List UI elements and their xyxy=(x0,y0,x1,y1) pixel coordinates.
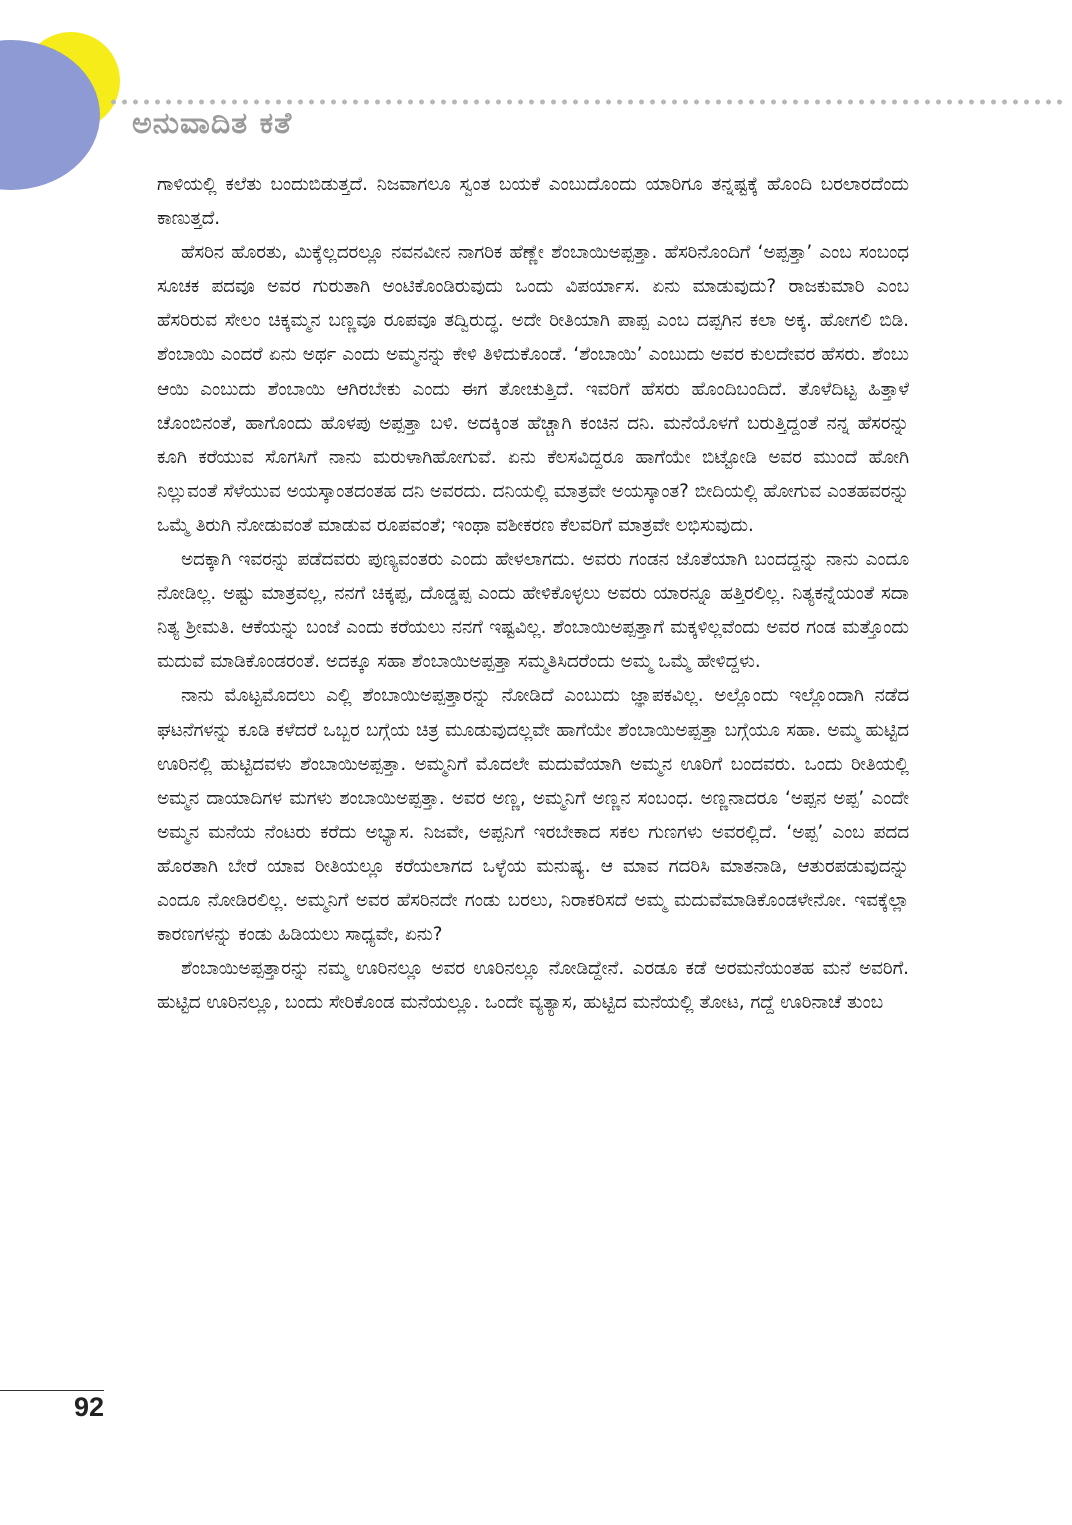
paragraph-3: ಅದಕ್ಕಾಗಿ ಇವರನ್ನು ಪಡೆದವರು ಪುಣ್ಯವಂತರು ಎಂದು ಹೇಳಲಾಗದು. ಅವರು ಗಂಡನ ಜೊತೆಯಾಗಿ ಬಂದದ್ದನ್ನು ನಾನು ಎಂದೂ ನೋಡಿಲ್ಲ. ಅಷ್ಟು ಮಾತ್ರವಲ್ಲ, ನನಗೆ ಚಿಕ್ಕಪ್ಪ, ದೊಡ್ಡಪ್ಪ ಎಂದು ಹೇಳಿಕೊಳ್ಳಲು ಅವರು ಯಾರನ್ನೂ ಹತ್ತಿರಲಿಲ್ಲ. ನಿತ್ಯಕನ್ನೆಯಂತೆ ಸದಾ ನಿತ್ಯ ಶ್ರೀಮತಿ. ಆಕೆಯನ್ನು ಬಂಜೆ ಎಂದು ಕರೆಯಲು ನನಗೆ ಇಷ್ಟವಿಲ್ಲ. ಶೆಂಬಾಯಿಅಪ್ಪತ್ತಾಗೆ ಮಕ್ಕಳಿಲ್ಲವೆಂದು ಅವರ ಗಂಡ ಮತ್ತೊಂದು ಮದುವೆ ಮಾಡಿಕೊಂಡರಂತೆ. ಅದಕ್ಕೂ ಸಹಾ ಶೆಂಬಾಯಿಅಪ್ಪತ್ತಾ ಸಮ್ಮತಿಸಿದರೆಂದು ಅಮ್ಮ ಒಮ್ಮೆ ಹೇಳಿದ್ದಳು. xyxy=(157,549,909,673)
paragraph-4: ನಾನು ಮೊಟ್ಟಮೊದಲು ಎಲ್ಲಿ ಶೆಂಬಾಯಿಅಪ್ಪತ್ತಾರನ್ನು ನೋಡಿದೆ ಎಂಬುದು ಜ್ಞಾಪಕವಿಲ್ಲ. ಅಲ್ಲೊಂದು ಇಲ್ಲೊಂದಾಗಿ ನಡೆದ ಘಟನೆಗಳನ್ನು ಕೂಡಿ ಕಳೆದರೆ ಒಬ್ಬರ ಬಗ್ಗೆಯ ಚಿತ್ರ ಮೂಡುವುದಲ್ಲವೇ ಹಾಗೆಯೇ ಶೆಂಬಾಯಿಅಪ್ಪತ್ತಾ ಬಗ್ಗೆಯೂ ಸಹಾ. ಅಮ್ಮ ಹುಟ್ಟಿದ ಊರಿನಲ್ಲಿ ಹುಟ್ಟಿದವಳು ಶೆಂಬಾಯಿಅಪ್ಪತ್ತಾ. ಅಮ್ಮನಿಗೆ ಮೊದಲೇ ಮದುವೆಯಾಗಿ ಅಮ್ಮನ ಊರಿಗೆ ಬಂದವರು. ಒಂದು ರೀತಿಯಲ್ಲಿ ಅಮ್ಮನ ದಾಯಾದಿಗಳ ಮಗಳು ಶಂಬಾಯಿಅಪ್ಪತ್ತಾ. ಅವರ ಅಣ್ಣ, ಅಮ್ಮನಿಗೆ ಅಣ್ಣನ ಸಂಬಂಧ. ಅಣ್ಣನಾದರೂ ‘ಅಪ್ಪನ ಅಪ್ಪ’ ಎಂದೇ ಅಮ್ಮನ ಮನೆಯ ನೆಂಟರು ಕರೆದು ಅಭ್ಯಾಸ. ನಿಜವೇ, ಅಪ್ಪನಿಗೆ ಇರಬೇಕಾದ ಸಕಲ ಗುಣಗಳು ಅವರಲ್ಲಿದೆ. ‘ಅಪ್ಪ’ ಎಂಬ ಪದದ ಹೊರತಾಗಿ ಬೇರೆ ಯಾವ ರೀತಿಯಲ್ಲೂ ಕರೆಯಲಾಗದ ಒಳ್ಳೆಯ ಮನುಷ್ಯ. ಆ ಮಾವ ಗದರಿಸಿ ಮಾತನಾಡಿ, ಆತುರಪಡುವುದನ್ನು ಎಂದೂ ನೋಡಿರಲಿಲ್ಲ. ಅಮ್ಮನಿಗೆ ಅವರ ಹೆಸರಿನದೇ ಗಂಡು ಬರಲು, ನಿರಾಕರಿಸದೆ ಅಮ್ಮ ಮದುವೆಮಾಡಿಕೊಂಡಳೇನೋ. ಇವಕ್ಕೆಲ್ಲಾ ಕಾರಣಗಳನ್ನು ಕಂಡು ಹಿಡಿಯಲು ಸಾಧ್ಯವೇ, ಏನು? xyxy=(157,685,909,946)
page-number: 92 xyxy=(73,1392,104,1422)
section-title: ಅನುವಾದಿತ ಕತೆ xyxy=(132,106,293,141)
page-number-rule xyxy=(0,1390,104,1391)
dotted-header-rule xyxy=(108,98,1068,106)
paragraph-2: ಹೆಸರಿನ ಹೊರತು, ಮಿಕ್ಕೆಲ್ಲದರಲ್ಲೂ ನವನವೀನ ನಾಗರಿಕ ಹೆಣ್ಣೇ ಶೆಂಬಾಯಿಅಪ್ಪತ್ತಾ. ಹೆಸರಿನೊಂದಿಗೆ ‘ಅಪ್ಪತ್ತಾ’ ಎಂಬ ಸಂಬಂಧ ಸೂಚಕ ಪದವೂ ಅವರ ಗುರುತಾಗಿ ಅಂಟಿಕೊಂಡಿರುವುದು ಒಂದು ವಿಪರ್ಯಾಸ. ಏನು ಮಾಡುವುದು? ರಾಜಕುಮಾರಿ ಎಂಬ ಹೆಸರಿರುವ ಸೇಲಂ ಚಿಕ್ಕಮ್ಮನ ಬಣ್ಣವೂ ರೂಪವೂ ತದ್ವಿರುದ್ಧ. ಅದೇ ರೀತಿಯಾಗಿ ಪಾಪ್ಪ ಎಂಬ ದಪ್ಪಗಿನ ಕಲಾ ಅಕ್ಕ. ಹೋಗಲಿ ಬಿಡಿ. ಶೆಂಬಾಯಿ ಎಂದರೆ ಏನು ಅರ್ಥ ಎಂದು ಅಮ್ಮನನ್ನು ಕೇಳಿ ತಿಳಿದುಕೊಂಡೆ. ‘ಶೆಂಬಾಯಿ’ ಎಂಬುದು ಅವರ ಕುಲದೇವರ ಹೆಸರು. ಶೆಂಬು ಆಯಿ ಎಂಬುದು ಶೆಂಬಾಯಿ ಆಗಿರಬೇಕು ಎಂದು ಈಗ ತೋಚುತ್ತಿದೆ. ಇವರಿಗೆ ಹೆಸರು ಹೊಂದಿಬಂದಿದೆ. ತೊಳೆದಿಟ್ಟ ಹಿತ್ತಾಳೆ ಚೊಂಬಿನಂತೆ, ಹಾಗೊಂದು ಹೊಳಪು ಅಪ್ಪತ್ತಾ ಬಳಿ. ಅದಕ್ಕಿಂತ ಹೆಚ್ಚಾಗಿ ಕಂಚಿನ ದನಿ. ಮನೆಯೊಳಗೆ ಬರುತ್ತಿದ್ದಂತೆ ನನ್ನ ಹೆಸರನ್ನು ಕೂಗಿ ಕರೆಯುವ ಸೊಗಸಿಗೆ ನಾನು ಮರುಳಾಗಿಹೋಗುವೆ. ಏನು ಕೆಲಸವಿದ್ದರೂ ಹಾಗೆಯೇ ಬಿಟ್ಟೋಡಿ ಅವರ ಮುಂದೆ ಹೋಗಿ ನಿಲ್ಲುವಂತೆ ಸೆಳೆಯುವ ಅಯಸ್ಕಾಂತದಂತಹ ದನಿ ಅವರದು. ದನಿಯಲ್ಲಿ ಮಾತ್ರವೇ ಅಯಸ್ಕಾಂತ? ಬೀದಿಯಲ್ಲಿ ಹೋಗುವ ಎಂತಹವರನ್ನು ಒಮ್ಮೆ ತಿರುಗಿ ನೋಡುವಂತೆ ಮಾಡುವ ರೂಪವಂತೆ; ಇಂಥಾ ವಶೀಕರಣ ಕೆಲವರಿಗೆ ಮಾತ್ರವೇ ಲಭಿಸುವುದು. xyxy=(157,242,909,536)
story-body xyxy=(157,168,909,1020)
paragraph-5: ಶೆಂಬಾಯಿಅಪ್ಪತ್ತಾರನ್ನು ನಮ್ಮ ಊರಿನಲ್ಲೂ ಅವರ ಊರಿನಲ್ಲೂ ನೋಡಿದ್ದೇನೆ. ಎರಡೂ ಕಡೆ ಅರಮನೆಯಂತಹ ಮನೆ ಅವರಿಗೆ. ಹುಟ್ಟಿದ ಊರಿನಲ್ಲೂ, ಬಂದು ಸೇರಿಕೊಂಡ ಮನೆಯಲ್ಲೂ. ಒಂದೇ ವ್ಯತ್ಯಾಸ, ಹುಟ್ಟಿದ ಮನೆಯಲ್ಲಿ ತೋಟ, ಗದ್ದೆ ಊರಿನಾಚೆ ತುಂಬ xyxy=(157,958,909,1014)
paragraph-1: ಗಾಳಿಯಲ್ಲಿ ಕಲೆತು ಬಂದುಬಿಡುತ್ತದೆ. ನಿಜವಾಗಲೂ ಸ್ವಂತ ಬಯಕೆ ಎಂಬುದೊಂದು ಯಾರಿಗೂ ತನ್ನಷ್ಟಕ್ಕೆ ಹೊಂದಿ ಬರಲಾರದೆಂದು ಕಾಣುತ್ತದೆ. xyxy=(157,174,909,230)
